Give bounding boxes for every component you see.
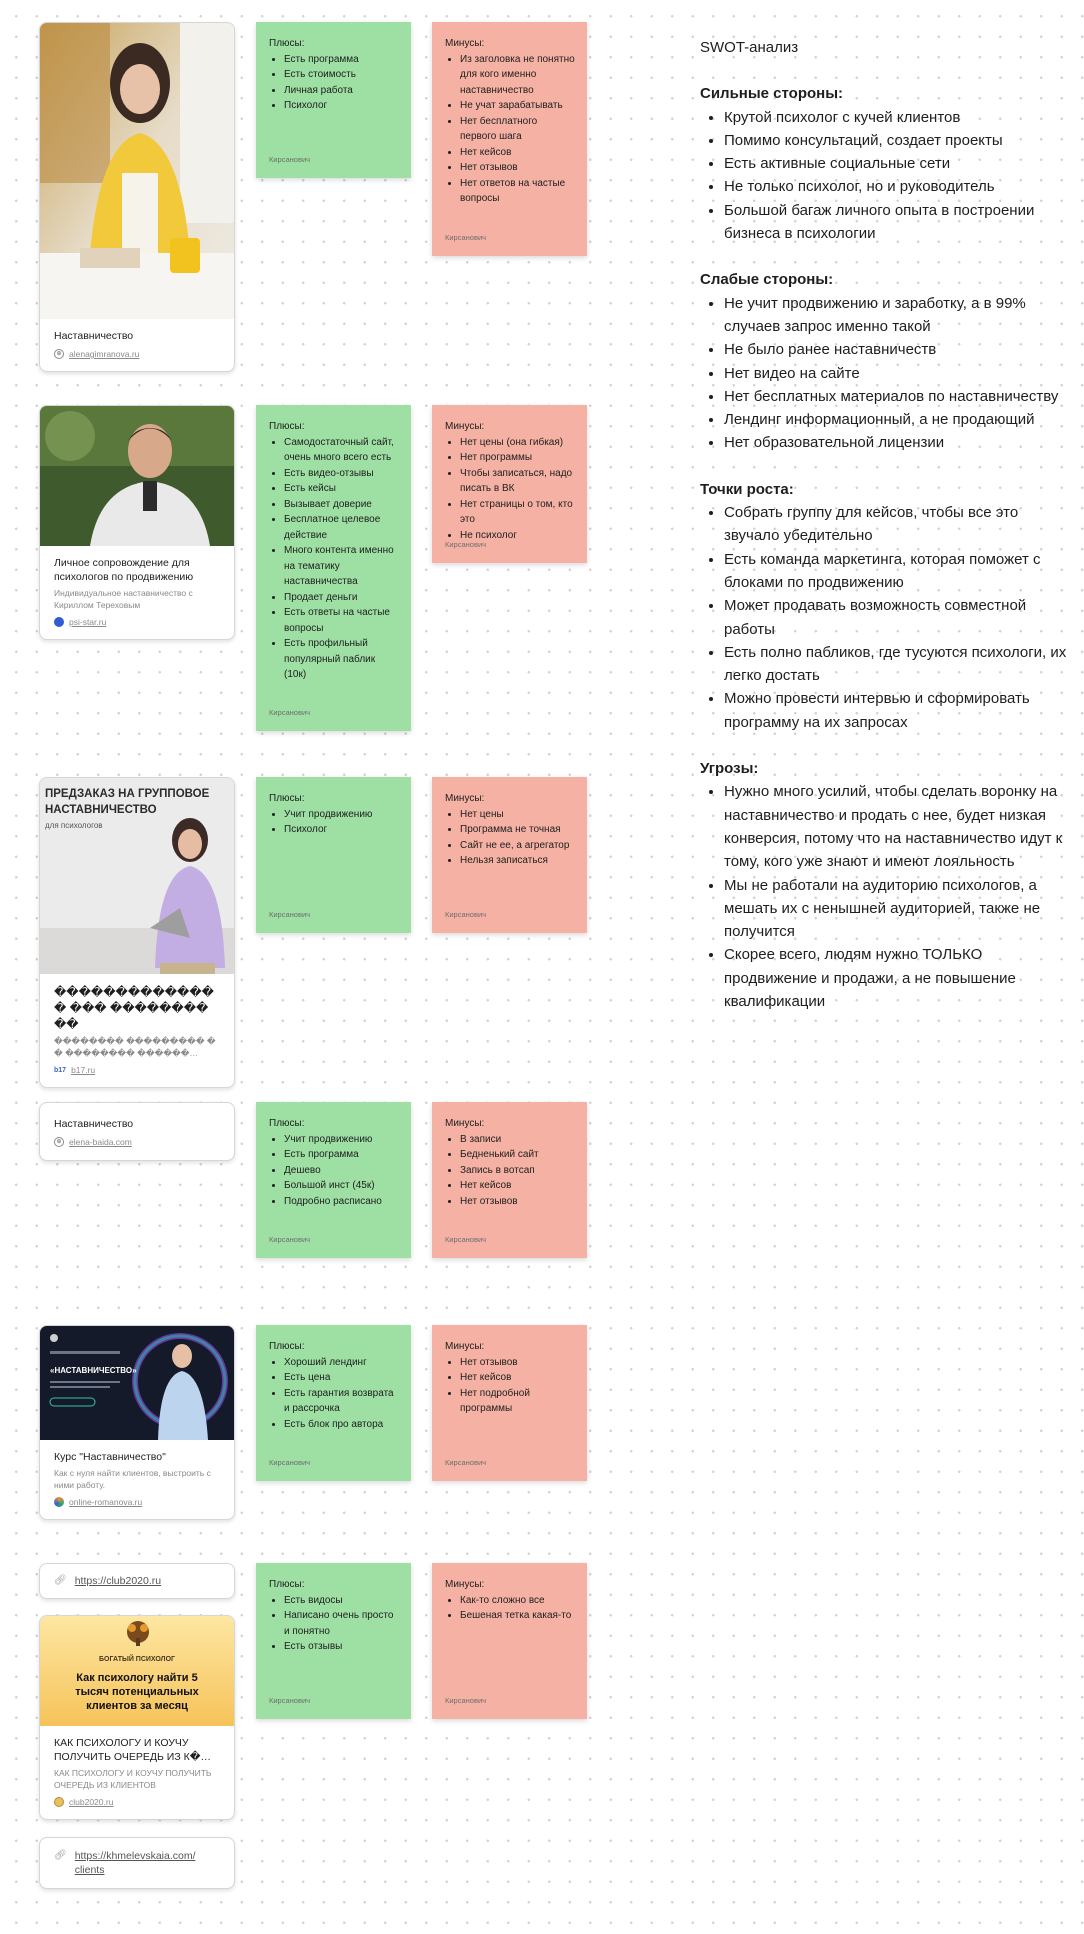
sticky-list [445, 1132, 575, 1210]
sticky-heading: Плюсы: [269, 1341, 305, 1352]
sticky-list [269, 52, 399, 114]
card-image [40, 778, 234, 974]
url-card-khmelevskaia[interactable] [39, 1837, 235, 1889]
card-title: Наставничество [54, 330, 134, 342]
list-item: • Дешево [284, 1163, 399, 1179]
globe-icon: ⊕ [54, 349, 64, 359]
sticky-heading: Плюсы: [269, 1118, 305, 1129]
sticky-list [269, 807, 399, 838]
sticky-note-cons[interactable] [432, 405, 587, 563]
card-title: Наставничество [54, 1118, 134, 1130]
list-item: • Нет цены (она гибкая) [460, 435, 575, 451]
site-favicon-icon [54, 617, 64, 627]
list-item: • Нет страницы о том, кто это [460, 497, 575, 528]
b17-favicon-icon: b17 [54, 1066, 67, 1074]
card-image [40, 23, 234, 319]
list-item: • Есть цена [284, 1370, 399, 1386]
list-item: • Нельзя записаться [460, 853, 575, 869]
sticky-heading: Минусы: [445, 793, 485, 804]
list-item: • Может продавать возможность совместной работы [724, 594, 1070, 641]
sticky-author: Кирсанович [269, 707, 311, 717]
sticky-note-cons[interactable] [432, 1102, 587, 1258]
swot-analysis-text[interactable] [700, 36, 1070, 1036]
globe-icon: ⊕ [54, 1137, 64, 1147]
card-image [40, 1616, 234, 1726]
card-site-url[interactable]: club2020.ru [69, 1797, 114, 1807]
list-item: • Нет кейсов [460, 1370, 575, 1386]
sticky-author: Кирсанович [269, 1234, 311, 1244]
sticky-author: Кирсанович [445, 1695, 487, 1705]
swot-opportunities [700, 478, 1070, 734]
sticky-list [445, 1355, 575, 1417]
sticky-note-pros[interactable] [256, 1102, 411, 1258]
list-item: • Не учит продвижению и заработку, а в 99% случаев запрос именно такой [724, 292, 1070, 339]
course-banner-image [40, 1326, 234, 1440]
sticky-note-cons[interactable] [432, 22, 587, 256]
card-description: �������� ��������� �� �������� ������… [54, 1036, 216, 1058]
list-item: • Сайт не ее, а агрегатор [460, 838, 575, 854]
swot-weaknesses [700, 268, 1070, 454]
list-item: • Написано очень просто и понятно [284, 1608, 399, 1639]
sticky-list [445, 1593, 575, 1624]
list-item: • Нет подробной программы [460, 1386, 575, 1417]
link-card-online-romanova[interactable] [39, 1325, 235, 1520]
list-item: • Помимо консультаций, создает проекты [724, 129, 1070, 152]
sticky-list [269, 435, 399, 683]
card-image [40, 406, 234, 546]
card-site-url[interactable]: b17.ru [71, 1065, 96, 1075]
list-item: • Нет бесплатного первого шага [460, 114, 575, 145]
link-card-club2020[interactable] [39, 1615, 235, 1820]
list-item: • Нет кейсов [460, 1178, 575, 1194]
card-site[interactable] [54, 1137, 220, 1147]
url-text[interactable]: https://club2020.ru [74, 1575, 162, 1587]
sticky-heading: Плюсы: [269, 421, 305, 432]
list-item: • Запись в вотсап [460, 1163, 575, 1179]
list-item: • Психолог [284, 822, 399, 838]
list-item: • Самодостаточный сайт, очень много всего есть [284, 435, 399, 466]
sticky-author: Кирсанович [269, 1457, 311, 1467]
sticky-list [269, 1355, 399, 1433]
sticky-note-cons[interactable] [432, 777, 587, 933]
list-item: • Есть видео-отзывы [284, 466, 399, 482]
sticky-list [269, 1132, 399, 1210]
list-item: • Не только психолог, но и руководитель [724, 175, 1070, 198]
list-item: • Подробно расписано [284, 1194, 399, 1210]
list-item: • Нет бесплатных материалов по наставничеству [724, 385, 1070, 408]
list-item: • Нет отзывов [460, 160, 575, 176]
list-item: • Учит продвижению [284, 1132, 399, 1148]
link-card-psi-star[interactable] [39, 405, 235, 640]
list-item: • Программа не точная [460, 822, 575, 838]
list-item: • Не психолог [460, 528, 575, 544]
card-description: Индивидуальное наставничество с Кириллом Тереховым [54, 588, 193, 610]
sticky-note-pros[interactable] [256, 22, 411, 178]
sticky-note-cons[interactable] [432, 1325, 587, 1481]
card-title: Личное сопровождение для психологов по продвижению [54, 557, 194, 583]
sticky-heading: Минусы: [445, 1118, 485, 1129]
list-item: • Нет программы [460, 450, 575, 466]
sticky-note-pros[interactable] [256, 1563, 411, 1719]
sticky-list [445, 52, 575, 207]
card-site[interactable] [54, 617, 220, 627]
sticky-heading: Минусы: [445, 1579, 485, 1590]
sticky-author: Кирсанович [269, 1695, 311, 1705]
card-image-headline: «НАСТАВНИЧЕСТВО» [50, 1366, 137, 1375]
sticky-author: Кирсанович [269, 154, 311, 164]
list-item: • Нет отзывов [460, 1355, 575, 1371]
list-item: • Бешеная тетка какая-то [460, 1608, 575, 1624]
url-text[interactable] [75, 1849, 196, 1877]
sticky-author: Кирсанович [445, 232, 487, 242]
sticky-list [445, 435, 575, 544]
site-favicon-icon [54, 1497, 64, 1507]
swot-title: SWOT-анализ [700, 39, 799, 56]
list-item: • Хороший лендинг [284, 1355, 399, 1371]
section-heading: Слабые стороны: [700, 271, 834, 289]
sticky-author: Кирсанович [445, 1457, 487, 1467]
sticky-heading: Плюсы: [269, 1579, 305, 1590]
list-item: • Скорее всего, людям нужно ТОЛЬКО продвижение и продажи, а не повышение квалификации [724, 943, 1070, 1013]
list-item: • Есть команда маркетинга, которая поможет с блоками по продвижению [724, 548, 1070, 595]
list-item: • В записи [460, 1132, 575, 1148]
list-item: • Лендинг информационный, а не продающий [724, 408, 1070, 431]
list-item: • Есть активные социальные сети [724, 152, 1070, 175]
list-item: • Бедненький сайт [460, 1147, 575, 1163]
list-item: • Личная работа [284, 83, 399, 99]
card-title: КАК ПСИХОЛОГУ И КОУЧУ ПОЛУЧИТЬ ОЧЕРЕДЬ ИЗ К�… [54, 1737, 211, 1763]
url-text-line[interactable]: clients [74, 1864, 105, 1876]
card-site-url[interactable]: elena-baida.com [69, 1137, 132, 1147]
list-item: • Большой инст (45к) [284, 1178, 399, 1194]
card-image [40, 1326, 234, 1440]
sticky-note-pros[interactable] [256, 777, 411, 933]
section-heading: Сильные стороны: [700, 85, 844, 103]
list-item: • Продает деньги [284, 590, 399, 606]
url-text-line[interactable]: https://khmelevskaia.com/ [74, 1850, 196, 1862]
card-site-url[interactable]: alenagimranova.ru [69, 349, 140, 359]
sticky-author: Кирсанович [445, 539, 487, 549]
list-item: • Нет цены [460, 807, 575, 823]
list-item: • Нужно много усилий, чтобы сделать воронку на наставничество и продать с нее, будет низкая конверсия, потому что на наставничество идут к тому, кого уже знают и имеют лояльность [724, 780, 1070, 873]
swot-threats [700, 757, 1070, 1013]
list-item: • Есть полно пабликов, где тусуются психологи, их легко достать [724, 641, 1070, 688]
sticky-note-pros[interactable] [256, 1325, 411, 1481]
list-item: • Не было ранее наставничеств [724, 338, 1070, 361]
card-image-headline: Как психологу найти 5 тысяч потенциальных клиентов за месяц [75, 1672, 199, 1712]
woman-in-yellow-photo [40, 23, 234, 319]
list-item: • Собрать группу для кейсов, чтобы все это звучало убедительно [724, 501, 1070, 548]
sticky-heading: Минусы: [445, 421, 485, 432]
sticky-note-cons[interactable] [432, 1563, 587, 1719]
list-item: • Не учат зарабатывать [460, 98, 575, 114]
card-site[interactable] [54, 1497, 220, 1507]
list-item: • Из заголовка не понятно для кого именно наставничество [460, 52, 575, 99]
sticky-heading: Плюсы: [269, 793, 305, 804]
list-item: • Большой багаж личного опыта в построении бизнеса в психологии [724, 199, 1070, 246]
section-heading: Угрозы: [700, 760, 759, 778]
list-item: • Есть ответы на частые вопросы [284, 605, 399, 636]
sticky-note-pros[interactable] [256, 405, 411, 731]
site-favicon-icon [54, 1797, 64, 1807]
list-item: • Есть видосы [284, 1593, 399, 1609]
card-site[interactable] [54, 1065, 220, 1075]
man-portrait-photo [40, 406, 234, 546]
card-site-url[interactable]: psi-star.ru [69, 617, 107, 627]
list-item: • Нет ответов на частые вопросы [460, 176, 575, 207]
list-item: • Есть блок про автора [284, 1417, 399, 1433]
card-image-headline: ПРЕДЗАКАЗ НА ГРУППОВОЕ НАСТАВНИЧЕСТВО [45, 788, 210, 816]
list-item: • Нет видео на сайте [724, 362, 1070, 385]
section-heading: Точки роста: [700, 480, 794, 498]
list-item: • Учит продвижению [284, 807, 399, 823]
sticky-heading: Минусы: [445, 38, 485, 49]
list-item: • Можно провести интервью и сформировать программу на их запросах [724, 687, 1070, 734]
list-item: • Есть кейсы [284, 481, 399, 497]
sticky-author: Кирсанович [445, 909, 487, 919]
card-description: Как с нуля найти клиентов, выстроить с ними работу. [54, 1468, 211, 1490]
list-item: • Есть профильный популярный паблик (10к) [284, 636, 399, 683]
link-card-elena-baida[interactable] [39, 1102, 235, 1161]
list-item: • Нет кейсов [460, 145, 575, 161]
list-item: • Есть отзывы [284, 1639, 399, 1655]
list-item: • Нет отзывов [460, 1194, 575, 1210]
list-item: • Есть стоимость [284, 67, 399, 83]
list-item: • Есть программа [284, 1147, 399, 1163]
list-item: • Мы не работали на аудиторию психологов, а мешать их с ненышней аудиторией, также не получится [724, 874, 1070, 944]
sticky-heading: Плюсы: [269, 38, 305, 49]
card-image-brand: БОГАТЫЙ ПСИХОЛОГ [98, 1656, 175, 1663]
list-item: • Чтобы записаться, надо писать в ВК [460, 466, 575, 497]
link-card-alenagimranova[interactable] [39, 22, 235, 372]
list-item: • Нет образовательной лицензии [724, 431, 1070, 454]
list-item: • Бесплатное целевое действие [284, 512, 399, 543]
sticky-heading: Минусы: [445, 1341, 485, 1352]
link-icon: 🔗︎ [54, 1850, 67, 1861]
list-item: • Как-то сложно все [460, 1593, 575, 1609]
link-icon: 🔗︎ [54, 1575, 67, 1586]
swot-strengths [700, 82, 1070, 245]
list-item: • Психолог [284, 98, 399, 114]
sticky-author: Кирсанович [445, 1234, 487, 1244]
card-site[interactable] [54, 1797, 220, 1807]
list-item: • Есть гарантия возврата и рассрочка [284, 1386, 399, 1417]
sticky-list [269, 1593, 399, 1655]
sticky-list [445, 807, 575, 869]
list-item: • Вызывает доверие [284, 497, 399, 513]
card-title: Курс "Наставничество" [54, 1451, 166, 1463]
list-item: • Много контента именно на тематику наставничества [284, 543, 399, 590]
card-site[interactable] [54, 349, 220, 359]
link-card-b17[interactable] [39, 777, 235, 1088]
card-site-url[interactable]: online-romanova.ru [69, 1497, 143, 1507]
card-title: �������������� ��� ���������� [54, 985, 214, 1031]
list-item: • Крутой психолог с кучей клиентов [724, 106, 1070, 129]
sticky-author: Кирсанович [269, 909, 311, 919]
card-image-subtitle: для психологов [45, 821, 103, 830]
list-item: • Есть программа [284, 52, 399, 68]
card-description: КАК ПСИХОЛОГУ И КОУЧУ ПОЛУЧИТЬ ОЧЕРЕДЬ ИЗ КЛИЕНТОВ [54, 1768, 212, 1790]
url-card-club2020[interactable] [39, 1563, 235, 1599]
